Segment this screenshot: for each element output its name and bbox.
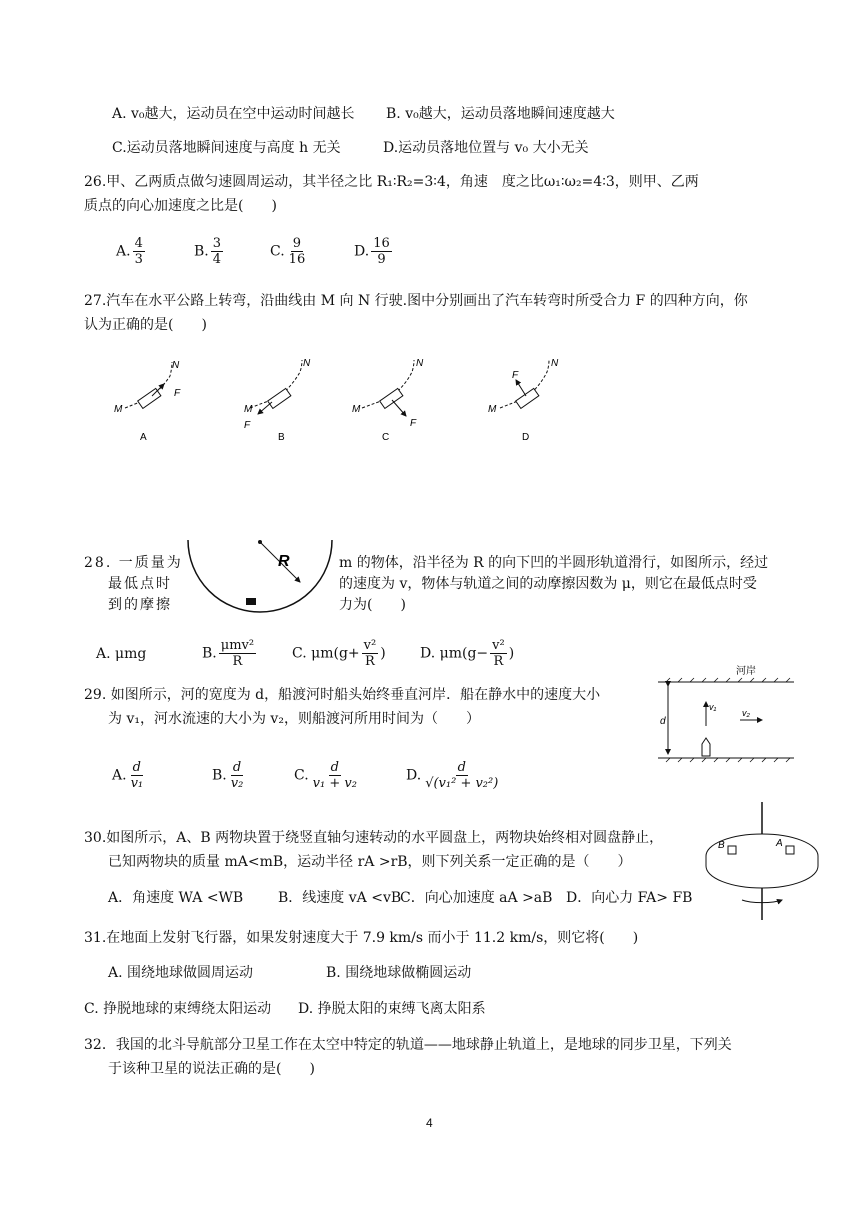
q29-option-c: C. $\frac{d}{\text{v₁ + v₂}}$ xyxy=(294,760,357,791)
label-r: R xyxy=(278,553,290,570)
q25-option-c: C.运动员落地瞬间速度与高度 h 无关 xyxy=(112,140,341,156)
boat xyxy=(702,738,710,756)
label-m: M xyxy=(352,404,361,415)
car-figure-a xyxy=(114,360,181,443)
block xyxy=(246,598,256,605)
q30-option-b: B．线速度 vA <vB xyxy=(278,890,402,906)
q27-stem-line1: 27.汽车在水平公路上转弯，沿曲线由 M 向 N 行驶.图中分别画出了汽车转弯时所受合力 F 的四种方向，你 xyxy=(84,293,748,309)
q29-stem-line2: 为 v₁，河水流速的大小为 v₂，则船渡河所用时间为（ ） xyxy=(108,711,480,727)
fig-label-c: C xyxy=(382,432,390,443)
label-f: F xyxy=(512,370,519,381)
q30-option-c: C．向心加速度 aA >aB xyxy=(400,890,553,906)
q29-options xyxy=(112,760,502,791)
q28-stem-left2: 最低点时 xyxy=(108,576,172,592)
q29-stem-line1: 29. 如图所示，河的宽度为 d，船渡河时船头始终垂直河岸．船在静水中的速度大小 xyxy=(84,687,601,703)
q25-option-b: B. v₀越大，运动员落地瞬间速度越大 xyxy=(386,106,615,122)
q26-option-d: D. $\frac{16}{9}$ xyxy=(354,236,390,267)
river-diagram xyxy=(656,662,796,768)
block-a xyxy=(786,846,794,854)
q28-options xyxy=(96,638,514,669)
fig-label-d: D xyxy=(522,432,530,443)
q32-stem-line1: 32．我国的北斗导航部分卫星工作在太空中特定的轨道——地球静止轨道上，是地球的同步卫星，下列关 xyxy=(84,1037,732,1053)
q26-stem-line1: 26.甲、乙两质点做匀速圆周运动，其半径之比 R₁∶R₂=3∶4，角速 度之比ω₁∶ω₂=4∶3，则甲、乙两 xyxy=(84,174,699,190)
label-n: N xyxy=(303,358,311,369)
q28-option-a: A. μmg xyxy=(96,645,147,662)
label-m: M xyxy=(488,404,497,415)
q30-option-d: D．向心力 FA> FB xyxy=(566,890,693,906)
q27-figures xyxy=(100,350,580,450)
label-n: N xyxy=(172,360,180,371)
q31-option-b: B. 围绕地球做椭圆运动 xyxy=(326,965,472,981)
q28-stem-right3: 力为( ) xyxy=(339,597,406,613)
label-f: F xyxy=(244,420,251,431)
block-b xyxy=(728,846,736,854)
label-v2: v₂ xyxy=(742,708,750,718)
q26-option-a: A. $\frac{4}{3}$ xyxy=(116,236,143,267)
q26-stem-line2: 质点的向心加速度之比是( ) xyxy=(84,198,277,214)
fig-label-a: A xyxy=(140,432,147,443)
q31-option-c: C. 挣脱地球的束缚绕太阳运动 xyxy=(84,1001,272,1017)
q25-option-a: A. v₀越大，运动员在空中运动时间越长 xyxy=(112,106,355,122)
q32-stem-line2: 于该种卫星的说法正确的是( ) xyxy=(108,1061,315,1077)
car-figure-d xyxy=(488,358,559,443)
q26-option-b: B. $\frac{3}{4}$ xyxy=(194,236,222,267)
q29-option-a: A. $\frac{d}{\text{v₁}}$ xyxy=(112,760,144,791)
q31-stem: 31.在地面上发射飞行器，如果发射速度大于 7.9 km/s 而小于 11.2 km/s，则它将( ) xyxy=(84,930,639,946)
fig-label-b: B xyxy=(278,432,285,443)
turntable-diagram xyxy=(702,800,822,924)
q27-stem-line2: 认为正确的是( ) xyxy=(84,317,207,333)
q30-stem-line2: 已知两物块的质量 mA<mB，运动半径 rA >rB，则下列关系一定正确的是（ ） xyxy=(108,854,632,870)
q28-option-b: B. $\frac{\text{μmv²}}{R}$ xyxy=(202,638,255,669)
car-figure-c xyxy=(352,358,424,443)
label-river-bank: 河岸 xyxy=(736,666,756,677)
q28-stem-right1: m 的物体，沿半径为 R 的向下凹的半圆形轨道滑行，如图所示，经过 xyxy=(339,555,769,571)
q31-option-d: D. 挣脱太阳的束缚飞离太阳系 xyxy=(298,1001,486,1017)
label-f: F xyxy=(410,418,417,429)
q26-options xyxy=(116,236,394,267)
q29-option-b: B. $\frac{d}{\text{v₂}}$ xyxy=(212,760,244,791)
q30-option-a: A．角速度 WA <WB xyxy=(108,890,244,906)
q28-stem-left1: 28. 一质量为 xyxy=(84,555,183,571)
q28-option-c: C. μm(g+ $\frac{\text{v²}}{R}$ ) xyxy=(292,638,386,669)
q31-option-a: A. 围绕地球做圆周运动 xyxy=(108,965,254,981)
label-n: N xyxy=(551,358,559,369)
label-d: d xyxy=(660,716,666,727)
q25-option-d: D.运动员落地位置与 v₀ 大小无关 xyxy=(383,140,589,156)
label-v1: v₁ xyxy=(709,702,717,712)
semicircle-track-diagram xyxy=(186,538,336,618)
car-figure-b xyxy=(244,358,311,443)
q26-option-c: C. $\frac{9}{16}$ xyxy=(270,236,306,267)
label-m: M xyxy=(114,404,123,415)
label-b: B xyxy=(718,840,725,851)
q30-stem-line1: 30.如图所示，A、B 两物块置于绕竖直轴匀速转动的水平圆盘上，两物块始终相对圆盘静止， xyxy=(84,830,664,846)
label-f: F xyxy=(174,388,181,399)
q28-option-d: D. μm(g− $\frac{\text{v²}}{R}$ ) xyxy=(420,638,515,669)
label-m: M xyxy=(244,404,253,415)
q29-option-d: D. $\frac{d}{\text{√(v₁² + v₂²)}}$ xyxy=(406,760,499,791)
q28-stem-right2: 的速度为 v，物体与轨道之间的动摩擦因数为 μ，则它在最低点时受 xyxy=(339,576,757,592)
q28-stem-left3: 到的摩擦 xyxy=(108,597,172,613)
label-n: N xyxy=(416,358,424,369)
label-a: A xyxy=(776,838,783,849)
page-number: 4 xyxy=(426,1116,433,1130)
